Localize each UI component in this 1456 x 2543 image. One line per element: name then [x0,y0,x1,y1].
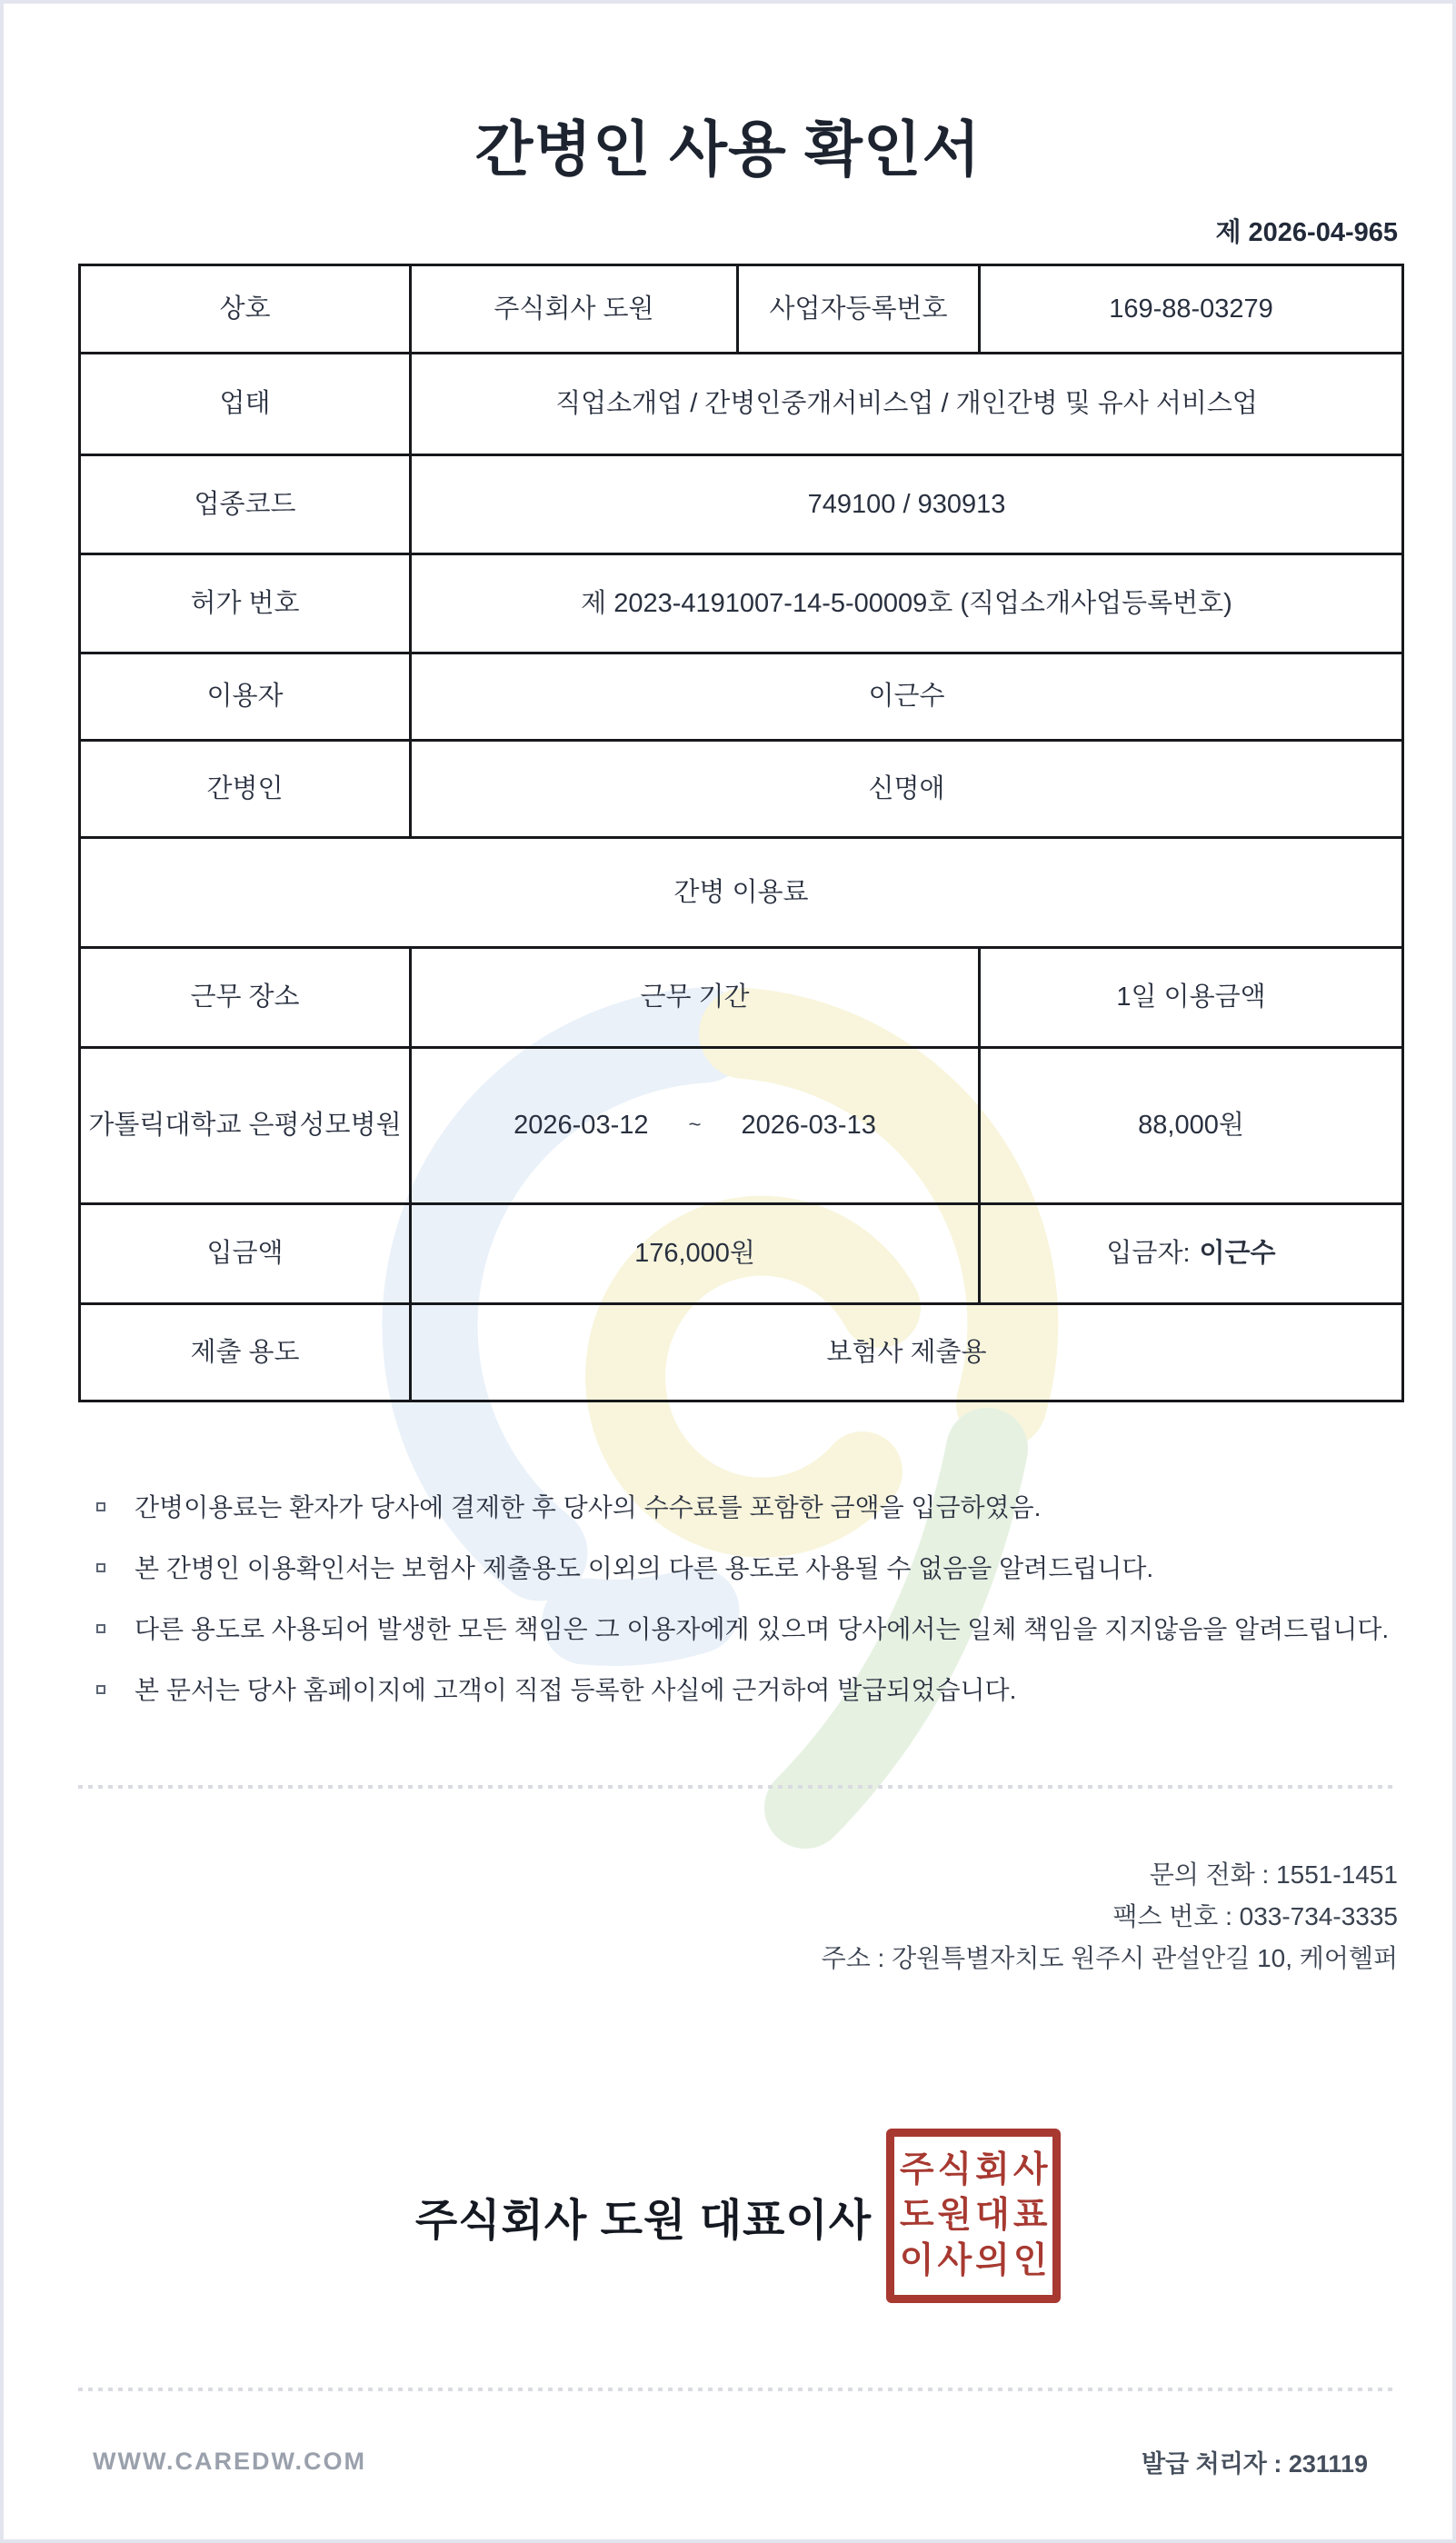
permit-value: 제 2023-4191007-14-5-00009호 (직업소개사업등록번호) [411,554,1403,653]
stamp-line: 주식회사 [899,2150,1052,2189]
contact-address: 주소 : 강원특별자치도 원주시 관설안길 10, 케어헬퍼 [821,1944,1398,1972]
fee-section-title: 간병 이용료 [80,838,1403,948]
user-value: 이근수 [411,653,1403,741]
note-item [96,1611,1398,1648]
company-value: 주식회사 도원 [411,265,738,354]
corporate-seal-stamp [886,2129,1061,2303]
dashed-divider [78,2388,1398,2391]
tilde-separator: ~ [688,1112,702,1138]
work-period-value [411,1048,980,1204]
contact-block [78,1854,1398,1980]
square-bullet-icon [96,1563,105,1572]
confirmation-table [78,264,1404,1402]
company-label: 상호 [80,265,411,354]
fee-header-place: 근무 장소 [80,948,411,1048]
table-row-company [80,265,1403,354]
user-label: 이용자 [80,653,411,741]
table-row-biz-type [80,354,1403,455]
dashed-divider [78,1785,1398,1789]
note-text: 다른 용도로 사용되어 발생한 모든 책임은 그 이용자에게 있으며 당사에서는 일체 책임을 지지않음을 알려드립니다. [135,1615,1390,1643]
note-text: 간병이용료는 환자가 당사에 결제한 후 당사의 수수료를 포함한 금액을 입금하였음. [135,1493,1042,1521]
note-text: 본 간병인 이용확인서는 보험사 제출용도 이외의 다른 용도로 사용될 수 없음을 알려드립니다. [135,1554,1154,1582]
fee-header-daily-amount: 1일 이용금액 [980,948,1403,1048]
page-title: 간병인 사용 확인서 [474,115,982,183]
period-end-date: 2026-03-13 [741,1111,876,1141]
table-row-permit [80,554,1403,653]
contact-fax: 팩스 번호 : 033-734-3335 [1112,1902,1398,1930]
note-item [96,1490,1398,1526]
work-place-value: 가톨릭대학교 은평성모병원 [80,1048,411,1204]
document-number: 제 2026-04-965 [1215,218,1398,247]
industry-code-value: 749100 / 930913 [411,455,1403,554]
industry-code-label: 업종코드 [80,455,411,554]
stamp-line: 이사의인 [899,2241,1052,2280]
biz-type-value: 직업소개업 / 간병인중개서비스업 / 개인간병 및 유사 서비스업 [411,354,1403,455]
note-item [96,1551,1398,1587]
table-row-user [80,653,1403,741]
permit-label: 허가 번호 [80,554,411,653]
table-row-fee-data [80,1048,1403,1204]
depositor-name: 이근수 [1199,1239,1276,1269]
stamp-line: 도원대표 [899,2196,1052,2235]
footer [78,2444,1398,2479]
note-text: 본 문서는 당사 홈페이지에 고객이 직접 등록한 사실에 근거하여 발급되었습니다. [135,1676,1017,1704]
footer-website: WWW.CAREDW.COM [93,2448,366,2475]
period-start-date: 2026-03-12 [514,1111,649,1141]
fee-header-period: 근무 기간 [411,948,980,1048]
signature-row [78,2129,1398,2303]
deposit-label: 입금액 [80,1204,411,1304]
notes-list [78,1490,1398,1709]
table-row-fee-header [80,948,1403,1048]
daily-amount-value: 88,000원 [980,1048,1403,1204]
ceo-signature-text: 주식회사 도원 대표이사 [414,2196,873,2245]
square-bullet-icon [96,1624,105,1633]
square-bullet-icon [96,1502,105,1511]
caregiver-value: 신명애 [411,741,1403,838]
biz-reg-value: 169-88-03279 [980,265,1403,354]
table-row-industry-code [80,455,1403,554]
caregiver-label: 간병인 [80,741,411,838]
table-row-deposit [80,1204,1403,1304]
purpose-label: 제출 용도 [80,1304,411,1401]
table-row-caregiver [80,741,1403,838]
note-item [96,1672,1398,1709]
table-row-fee-section [80,838,1403,948]
biz-reg-label: 사업자등록번호 [738,265,980,354]
depositor-label: 입금자: [1106,1239,1191,1269]
square-bullet-icon [96,1685,105,1694]
contact-phone: 문의 전화 : 1551-1451 [1149,1860,1398,1889]
deposit-amount-value: 176,000원 [411,1204,980,1304]
depositor-cell [980,1204,1403,1304]
footer-issuer: 발급 처리자 : 231119 [1141,2450,1368,2478]
purpose-value: 보험사 제출용 [411,1304,1403,1401]
biz-type-label: 업태 [80,354,411,455]
table-row-purpose [80,1304,1403,1401]
